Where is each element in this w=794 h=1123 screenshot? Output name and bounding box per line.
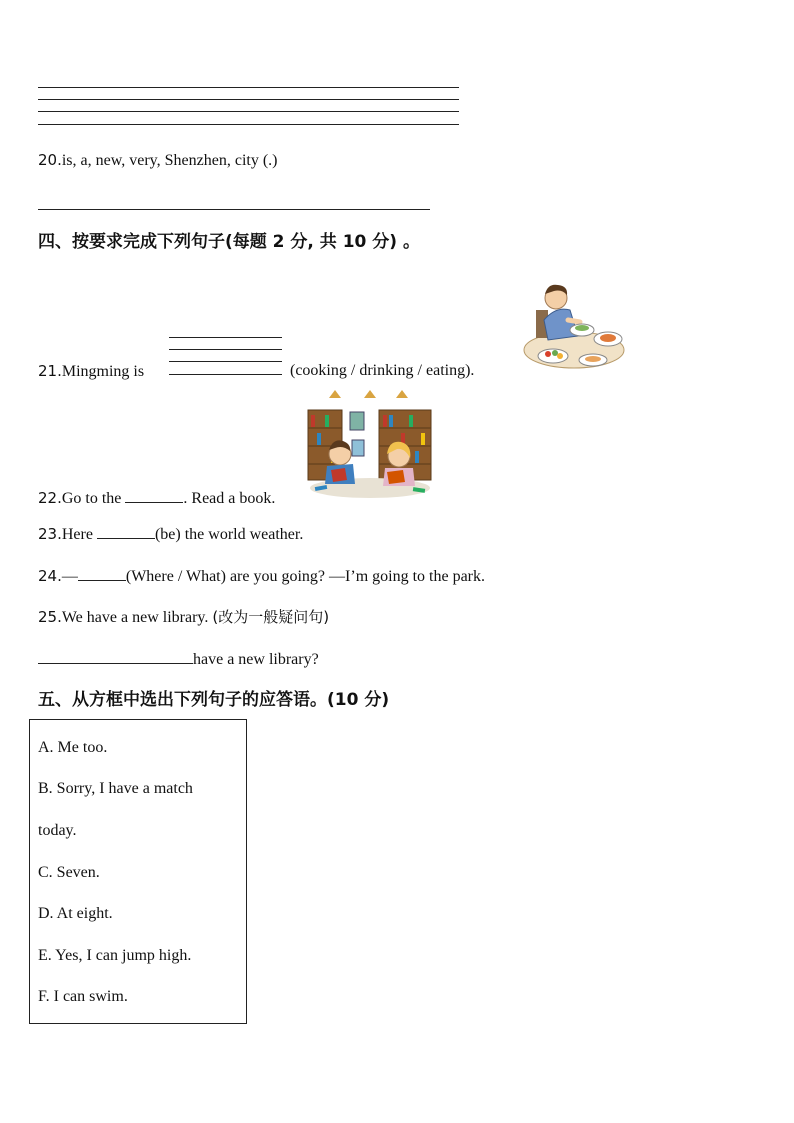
question-number: 22.: [38, 489, 62, 507]
question-text: Mingming is: [61, 363, 145, 380]
question-22: [38, 488, 275, 509]
answer-blank[interactable]: [38, 649, 193, 664]
question-text: (Where / What) are you going? —I’m going to the park.: [125, 568, 485, 585]
question-text: (be) the world weather.: [154, 526, 304, 543]
question-25-answer: [38, 649, 319, 670]
question-21-options: (cooking / drinking / eating).: [290, 362, 475, 379]
answer-line: [38, 124, 459, 125]
answer-blank[interactable]: [78, 566, 126, 581]
option-d: D. At eight.: [38, 905, 113, 922]
question-text: —: [61, 568, 78, 585]
option-b: B. Sorry, I have a match: [38, 780, 193, 797]
answer-line: [169, 349, 282, 350]
answer-line: [38, 99, 459, 100]
option-c: C. Seven.: [38, 864, 100, 881]
answer-line: [38, 87, 459, 88]
question-text: We have a new library.: [61, 609, 209, 626]
question-21: [38, 361, 144, 382]
question-number: 20.: [38, 151, 62, 169]
question-text: is, a, new, very, Shenzhen, city (.): [61, 152, 278, 169]
answer-line: [38, 111, 459, 112]
answer-blank[interactable]: [125, 488, 183, 503]
question-instruction: (改为一般疑问句): [212, 608, 330, 626]
answer-blank[interactable]: [97, 524, 155, 539]
options-box: [29, 719, 247, 1024]
answer-line: [38, 209, 430, 210]
section-heading: 五、从方框中选出下列句子的应答语。(10 分): [38, 690, 390, 710]
question-number: 21.: [38, 362, 62, 380]
question-text: Here: [61, 526, 93, 543]
option-f: F. I can swim.: [38, 988, 128, 1005]
question-text: Go to the: [61, 490, 122, 507]
question-number: 23.: [38, 525, 62, 543]
section-heading: 四、按要求完成下列句子(每题 2 分, 共 10 分) 。: [38, 232, 420, 252]
question-20: [38, 150, 278, 171]
option-e: E. Yes, I can jump high.: [38, 947, 192, 964]
answer-line: [169, 337, 282, 338]
library-reading-illustration: [305, 388, 435, 504]
question-text: . Read a book.: [183, 490, 276, 507]
question-number: 24.: [38, 567, 62, 585]
option-b-continued: today.: [38, 822, 77, 839]
question-25: [38, 607, 329, 628]
option-a: A. Me too.: [38, 739, 108, 756]
question-text: have a new library?: [193, 651, 319, 668]
answer-line: [169, 374, 282, 375]
question-number: 25.: [38, 608, 62, 626]
question-24: [38, 566, 485, 587]
answer-line: [169, 361, 282, 362]
question-23: [38, 524, 303, 545]
boy-eating-illustration: [518, 280, 626, 372]
